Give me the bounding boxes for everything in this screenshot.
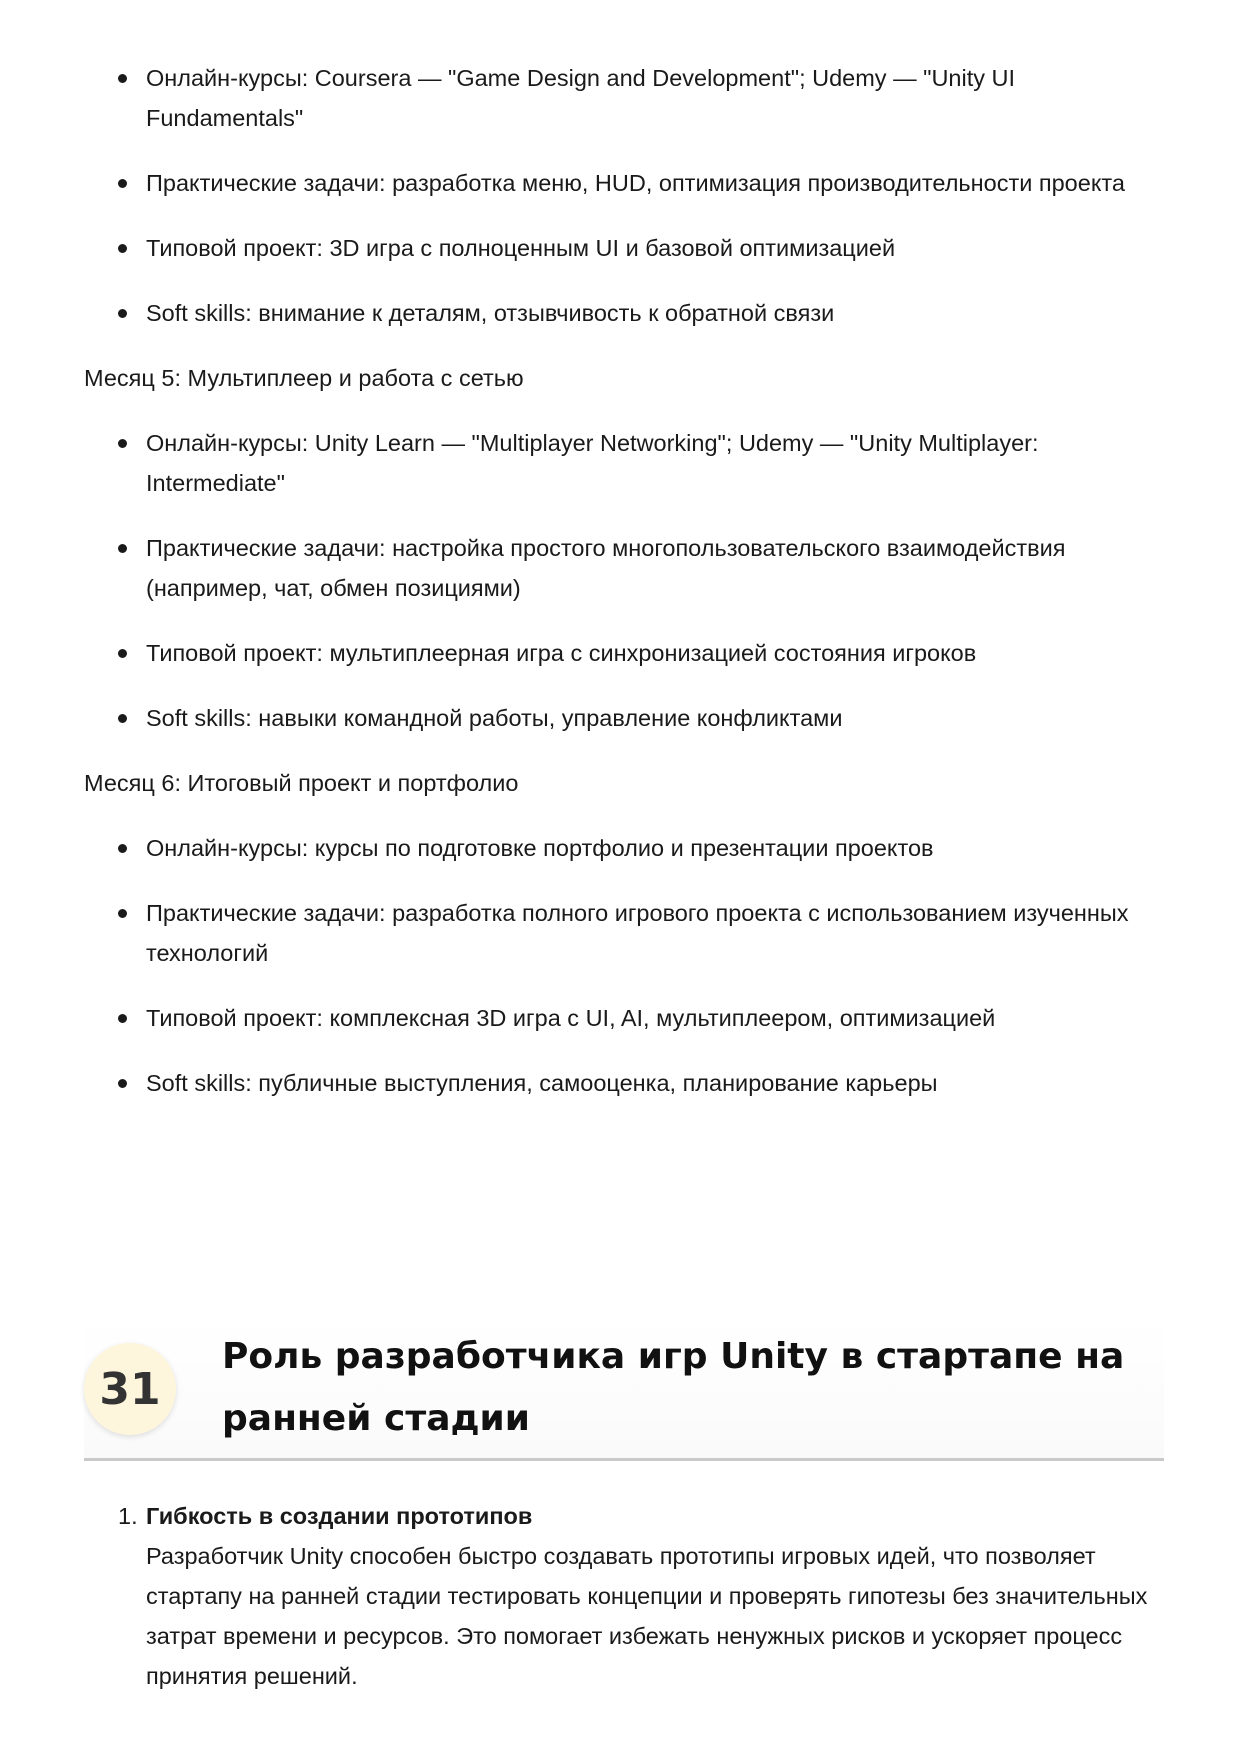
bullet-dot-icon [118,244,127,253]
bullet-dot-icon [118,309,127,318]
list-item-text: Онлайн-курсы: Unity Learn — "Multiplayer Networking"; Udemy — "Unity Multiplayer: Intermediate" [146,430,1039,496]
list-item-text: Типовой проект: мультиплеерная игра с синхронизацией состояния игроков [146,640,977,666]
bullet-dot-icon [118,909,127,918]
bullet-dot-icon [118,544,127,553]
month-heading: Месяц 5: Мультиплеер и работа с сетью [84,365,524,391]
bullet-dot-icon [118,844,127,853]
list-item [84,58,1164,138]
document-body [84,58,1164,1128]
item-title: Гибкость в создании прототипов [146,1503,533,1529]
list-item [84,1063,1164,1103]
list-item-text: Soft skills: публичные выступления, самооценка, планирование карьеры [146,1070,938,1096]
bullet-dot-icon [118,179,127,188]
list-item [84,828,1164,868]
list-item [84,423,1164,503]
list-item-text: Soft skills: навыки командной работы, управление конфликтами [146,705,843,731]
list-item [84,998,1164,1038]
bullet-dot-icon [118,439,127,448]
bullet-dot-icon [118,74,127,83]
bullet-dot-icon [118,714,127,723]
list-item-text: Онлайн-курсы: Coursera — "Game Design and Development"; Udemy — "Unity UI Fundamentals" [146,65,1016,131]
section-title: Роль разработчика игр Unity в стартапе на ранней стадии [222,1336,1125,1439]
item-number: 1. [118,1503,138,1529]
list-item-text: Практические задачи: разработка полного игрового проекта с использованием изученных технологий [146,900,1129,966]
list-item [84,698,1164,738]
list-item [84,528,1164,608]
numbered-list-item [84,1496,1164,1696]
bullet-dot-icon [118,649,127,658]
list-item [84,893,1164,973]
list-item [84,163,1164,203]
list-item-text: Soft skills: внимание к деталям, отзывчивость к обратной связи [146,300,835,326]
bullet-list [84,58,1164,333]
month-heading: Месяц 6: Итоговый проект и портфолио [84,770,519,796]
list-item-text: Типовой проект: 3D игра с полноценным UI и базовой оптимизацией [146,235,896,261]
list-item-text: Практические задачи: настройка простого многопользовательского взаимодействия (например, чат, обмен позициями) [146,535,1066,601]
item-body: Разработчик Unity способен быстро создавать прототипы игровых идей, что позволяет стартапу на ранней стадии тестировать концепции и проверять гипотезы без значительных затрат времени и ресурсов. Это помогает избежать ненужных рисков и ускоряет процесс принятия решений. [146,1543,1148,1689]
list-item [84,293,1164,333]
section-header [84,1318,1164,1461]
bullet-list [84,423,1164,738]
bullet-list [84,828,1164,1103]
numbered-list [84,1496,1164,1696]
list-item-text: Практические задачи: разработка меню, HUD, оптимизация производительности проекта [146,170,1125,196]
list-item-text: Онлайн-курсы: курсы по подготовке портфолио и презентации проектов [146,835,934,861]
bullet-dot-icon [118,1079,127,1088]
list-item [84,633,1164,673]
bullet-dot-icon [118,1014,127,1023]
list-item [84,228,1164,268]
list-item-text: Типовой проект: комплексная 3D игра с UI, AI, мультиплеером, оптимизацией [146,1005,996,1031]
section-number-badge: 31 [84,1343,176,1435]
